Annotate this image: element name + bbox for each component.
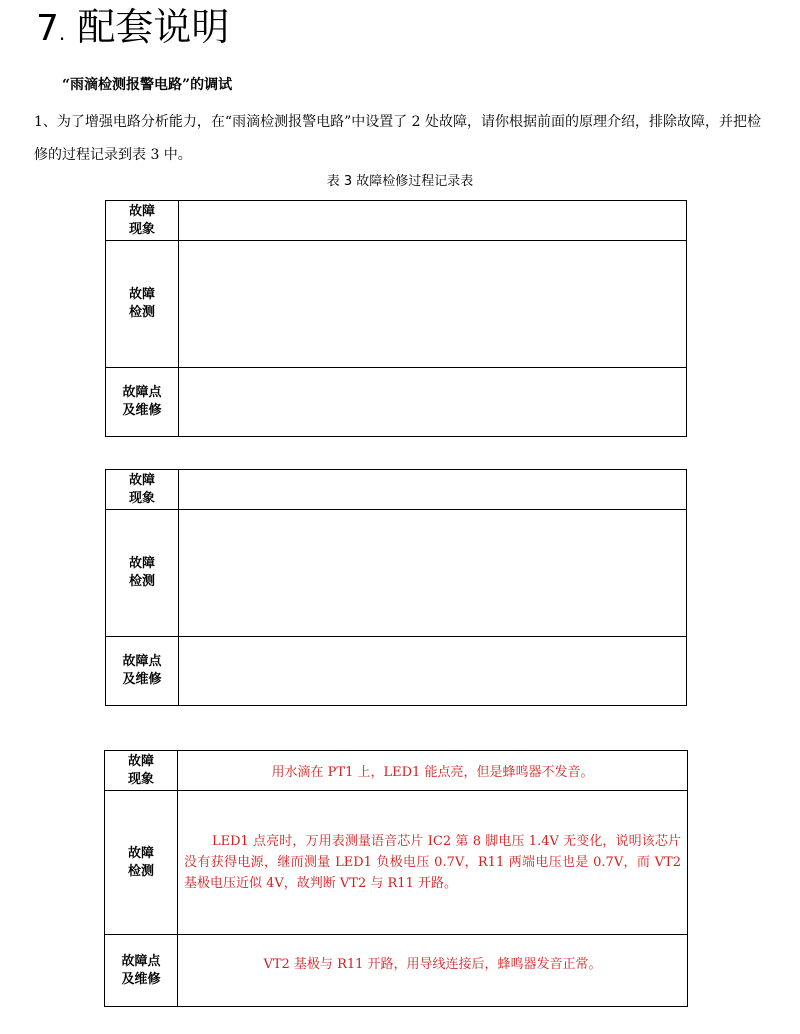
detection-label: 故障 检测 bbox=[106, 241, 179, 368]
repair-label: 故障点 及维修 bbox=[105, 935, 178, 1007]
detection-answer: LED1 点亮时，万用表测量语音芯片 IC2 第 8 脚电压 1.4V 无变化，说明该芯片没有获得电源，继而测量 LED1 负极电压 0.7V，R11 两端电压也是 0.7V，而 VT2 基极电压近似 4V，故判断 VT2 与 R11 开路。 bbox=[178, 791, 688, 935]
subtitle: “雨滴检测报警电路”的调试 bbox=[62, 77, 233, 93]
record-table-example bbox=[104, 750, 688, 1007]
symptom-cell[interactable] bbox=[179, 201, 687, 241]
symptom-cell[interactable] bbox=[179, 470, 687, 510]
section-number: 7 bbox=[36, 8, 59, 49]
symptom-label: 故障 现象 bbox=[105, 751, 178, 791]
repair-answer: VT2 基极与 R11 开路，用导线连接后，蜂鸣器发音正常。 bbox=[178, 935, 688, 1007]
detection-label: 故障 检测 bbox=[106, 510, 179, 637]
detection-cell[interactable] bbox=[179, 241, 687, 368]
repair-cell[interactable] bbox=[179, 368, 687, 437]
symptom-answer: 用水滴在 PT1 上，LED1 能点亮，但是蜂鸣器不发音。 bbox=[178, 751, 688, 791]
detection-label: 故障 检测 bbox=[105, 791, 178, 935]
section-dot: . bbox=[58, 21, 66, 45]
symptom-label: 故障 现象 bbox=[106, 201, 179, 241]
section-heading bbox=[36, 4, 229, 56]
instruction-paragraph: 1、为了增强电路分析能力，在“雨滴检测报警电路”中设置了 2 处故障，请你根据前面的原理介绍，排除故障，并把检修的过程记录到表 3 中。 bbox=[34, 114, 762, 163]
table-caption: 表 3 故障检修过程记录表 bbox=[326, 174, 474, 189]
repair-label: 故障点 及维修 bbox=[106, 368, 179, 437]
symptom-label: 故障 现象 bbox=[106, 470, 179, 510]
repair-label: 故障点 及维修 bbox=[106, 637, 179, 706]
record-table-2 bbox=[105, 469, 687, 706]
detection-cell[interactable] bbox=[179, 510, 687, 637]
repair-cell[interactable] bbox=[179, 637, 687, 706]
record-table-1 bbox=[105, 200, 687, 437]
section-title: 配套说明 bbox=[77, 5, 230, 49]
